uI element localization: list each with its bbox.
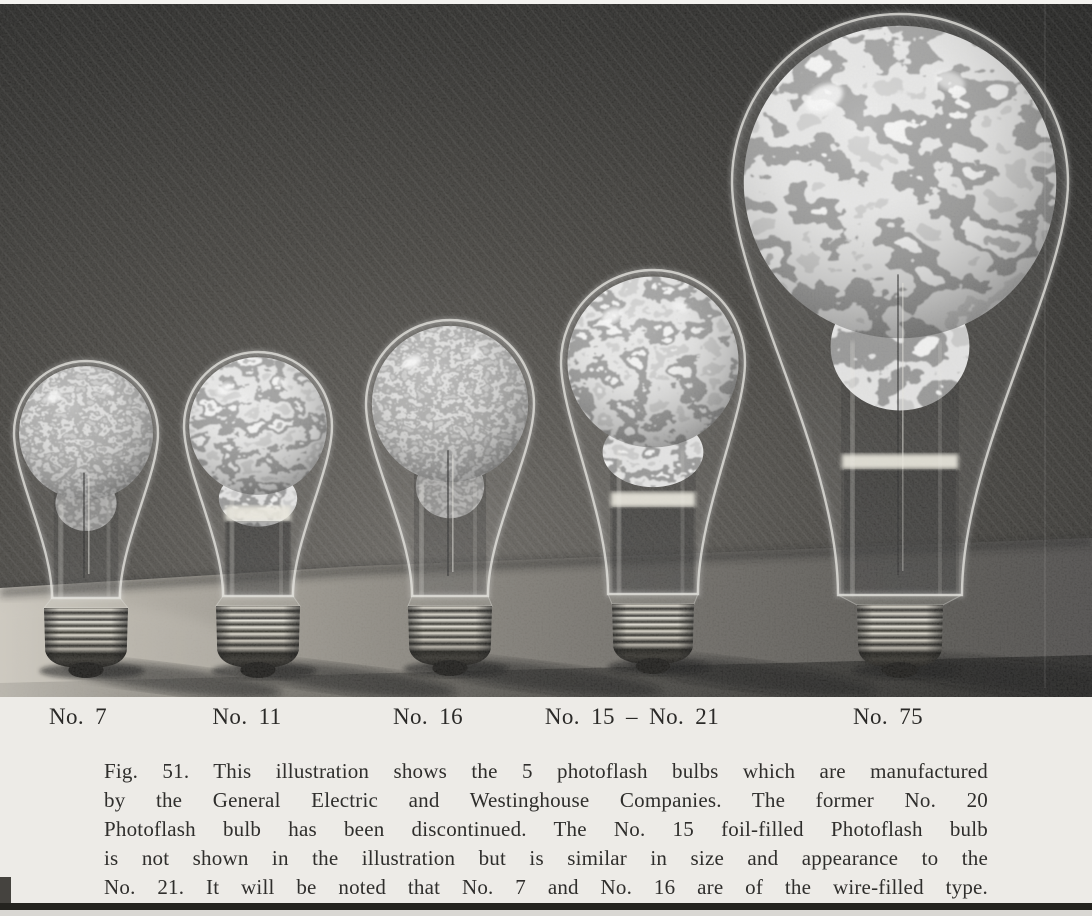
page-bottom-strip bbox=[0, 910, 1092, 916]
page-rule-divider bbox=[0, 903, 1092, 910]
caption-line: by the General Electric and Westinghouse Companies. The former No. 20 bbox=[104, 788, 988, 812]
caption-line: No. 21. It will be noted that No. 7 and No. 16 are of the wire-filled type. bbox=[104, 875, 988, 899]
bulb-label-no-15-21: No. 15 – No. 21 bbox=[544, 704, 720, 729]
caption-line: Photoflash bulb has been discontinued. The No. 15 foil-filled Photoflash bulb bbox=[104, 817, 988, 841]
caption-line: Fig. 51. This illustration shows the 5 photoflash bulbs which are manufactured bbox=[104, 759, 988, 783]
bulb-label-no-75: No. 75 bbox=[852, 704, 924, 729]
bulb-label-no-7: No. 7 bbox=[48, 704, 108, 729]
page-top-edge bbox=[0, 0, 1092, 4]
figure-caption bbox=[104, 757, 988, 902]
bulb-label-no-16: No. 16 bbox=[392, 704, 464, 729]
bulb-label-no-11: No. 11 bbox=[212, 704, 282, 729]
caption-line: is not shown in the illustration but is similar in size and appearance to the bbox=[104, 846, 988, 870]
